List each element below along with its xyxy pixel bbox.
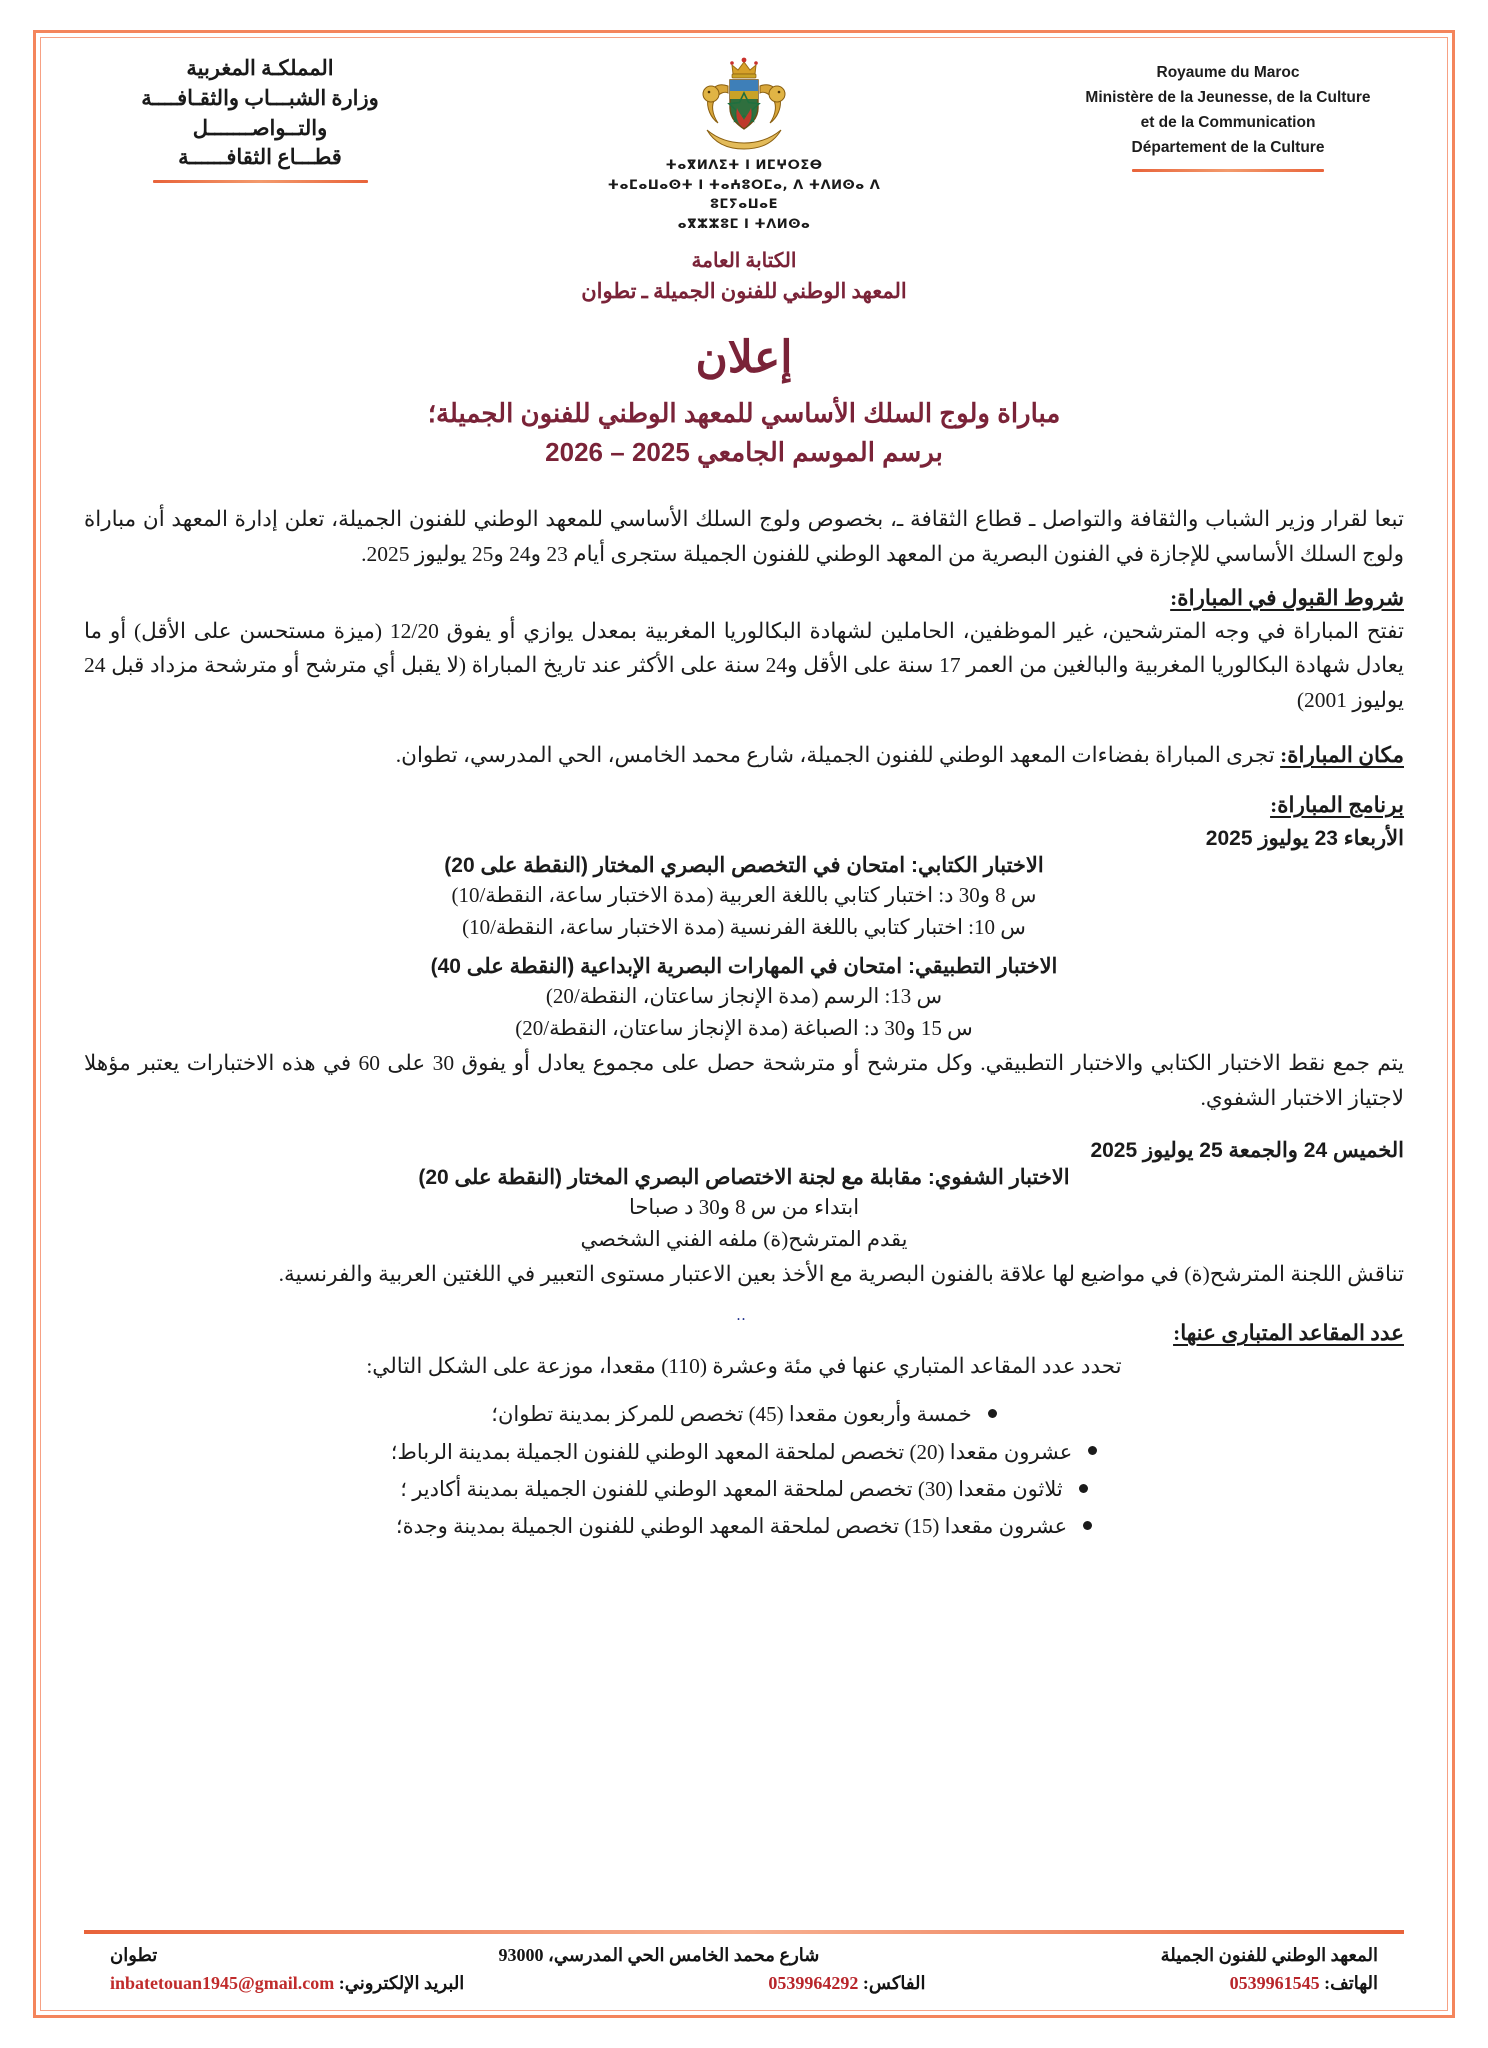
secretariat-line-1: الكتابة العامة — [691, 250, 797, 272]
place-heading: مكان المباراة: — [1280, 743, 1404, 768]
ministry-fr-line-4: Département de la Culture — [1131, 139, 1325, 157]
conditions-heading-row — [84, 586, 1404, 611]
seats-item-text: عشرون مقعدا (20) تخصص لملحقة المعهد الوطني للفنون الجميلة بمدينة الرباط؛ — [390, 1439, 1073, 1464]
footer-phone-label: الهاتف: — [1324, 1973, 1378, 1994]
footer-email-label: البريد الإلكتروني: — [338, 1973, 465, 1994]
seats-heading-row — [84, 1321, 1404, 1346]
document-body — [62, 502, 1426, 1546]
bullet-icon — [988, 1409, 997, 1418]
program-day2-date: الخميس 24 والجمعة 25 يوليوز 2025 — [1090, 1138, 1404, 1162]
place-paragraph — [84, 738, 1404, 773]
secretariat-block — [62, 246, 1426, 308]
tifinagh-line-2: ⵜⴰⵎⴰⵡⴰⵙⵜ ⵏ ⵜⴰⵄⵓⵔⵎⴰ, ⴷ ⵜⴷⵍⵙⴰ ⴷ ⵓⵎⵢⴰⵡⴰⴹ — [607, 177, 881, 212]
masthead — [62, 44, 1426, 234]
emblem-block — [579, 54, 909, 234]
seats-intro: تحدد عدد المقاعد المتباري عنها في مئة وعشرة (110) مقعدا، موزعة على الشكل التالي: — [366, 1354, 1122, 1379]
seats-list-wrapper — [84, 1390, 1404, 1546]
footer-divider — [84, 1930, 1404, 1934]
written-exam-line-2: س 10: اختبار كتابي باللغة الفرنسية (مدة الاختبار ساعة، النقطة/10) — [462, 915, 1026, 940]
ministry-header-french — [1058, 54, 1398, 172]
page-title: إعلان — [695, 332, 793, 382]
list-item — [391, 1471, 1098, 1508]
tifinagh-line-1: ⵜⴰⴳⵍⴷⵉⵜ ⵏ ⵍⵎⵖⵔⵉⴱ — [665, 158, 823, 173]
written-exam-heading: الاختبار الكتابي: امتحان في التخصص البصري المختار (النقطة على 20) — [444, 853, 1044, 877]
place-text: تجرى المباراة بفضاءات المعهد الوطني للفنون الجميلة، شارع محمد الخامس، الحي المدرسي، تطوان. — [395, 743, 1281, 768]
page-subtitle-2: برسم الموسم الجامعي 2025 – 2026 — [545, 436, 943, 467]
oral-exam-line-2: يقدم المترشح(ة) ملفه الفني الشخصي — [580, 1227, 908, 1252]
divider-french — [1132, 169, 1324, 172]
morocco-coat-of-arms-icon — [685, 56, 803, 152]
footer-fax-value: 0539964292 — [768, 1973, 859, 1994]
bullet-icon — [1083, 1521, 1092, 1530]
intro-paragraph: تبعا لقرار وزير الشباب والثقافة والتواصل ـ قطاع الثقافة ـ، بخصوص ولوج السلك الأساسي للمعهد الوطني للفنون الجميلة، تعلن إدارة المعهد أن مباراة ولوج السلك الأساسي للإجازة في الفنون البصرية من المعهد الوطني للفنون الجميلة ستجرى أيام 23 و24 و25 يوليوز 2025. — [84, 506, 1404, 566]
ministry-fr-line-3: et de la Communication — [1140, 114, 1316, 132]
practical-exam-heading: الاختبار التطبيقي: امتحان في المهارات البصرية الإبداعية (النقطة على 40) — [430, 954, 1058, 978]
footer-phone-value: 0539961545 — [1229, 1973, 1320, 1994]
footer-email-group[interactable] — [110, 1970, 464, 1998]
oral-exam-heading: الاختبار الشفوي: مقابلة مع لجنة الاختصاص البصري المختار (النقطة على 20) — [418, 1165, 1070, 1189]
day2-note: تناقش اللجنة المترشح(ة) في مواضيع لها علاقة بالفنون البصرية مع الأخذ بعين الاعتبار مستوى التعبير في اللغتين العربية والفرنسية. — [278, 1261, 1404, 1286]
seats-list — [391, 1396, 1098, 1546]
list-item — [391, 1396, 1098, 1433]
footer-phone-group — [1230, 1970, 1378, 1998]
ministry-ar-line-3: والتــواصـــــــل — [192, 115, 328, 140]
oral-exam-line-1: ابتداء من س 8 و30 د صباحا — [628, 1194, 860, 1219]
seats-item-text: عشرون مقعدا (15) تخصص لملحقة المعهد الوطني للفنون الجميلة بمدينة وجدة؛ — [395, 1514, 1068, 1539]
footer-address: شارع محمد الخامس الحي المدرسي، 93000 — [498, 1945, 820, 1966]
document-content — [62, 44, 1426, 2002]
ministry-fr-line-2: Ministère de la Jeunesse, de la Culture — [1085, 89, 1371, 107]
program-heading-row — [84, 793, 1404, 818]
ministry-ar-line-4: قطـــاع الثقافــــــة — [178, 145, 342, 170]
seats-item-text: ثلاثون مقعدا (30) تخصص لملحقة المعهد الوطني للفنون الجميلة بمدينة أكادير ؛ — [400, 1476, 1063, 1501]
conditions-paragraph: تفتح المباراة في وجه المترشحين، غير الموظفين، الحاملين لشهادة البكالوريا المغربية بمعدل يوازي أو يفوق 12/20 (ميزة مستحسن على الأقل) أو ما يعادل شهادة البكالوريا المغربية والبالغين من العمر 17 سنة على الأقل و24 سنة على الأكثر عند تاريخ المباراة (لا يقبل أي مترشح أو مترشحة مزداد قبل 24 يوليوز 2001) — [84, 618, 1404, 713]
seats-item-text: خمسة وأربعون مقعدا (45) تخصص للمركز بمدينة تطوان؛ — [491, 1402, 972, 1427]
program-day1-date: الأربعاء 23 يوليوز 2025 — [1205, 826, 1404, 850]
conditions-heading: شروط القبول في المباراة: — [1170, 585, 1404, 610]
footer-contact-row — [84, 1970, 1404, 1998]
footer-fax-group — [768, 1970, 925, 1998]
ministry-ar-line-1: المملكـة المغربية — [186, 56, 334, 80]
footer-city: تطوان — [110, 1945, 158, 1966]
list-item — [391, 1508, 1098, 1545]
practical-exam-line-2: س 15 و30 د: الصباغة (مدة الإنجاز ساعتان، النقطة/20) — [515, 1016, 973, 1041]
practical-exam-line-1: س 13: الرسم (مدة الإنجاز ساعتان، النقطة/20) — [545, 983, 943, 1008]
ministry-fr-line-1: Royaume du Maroc — [1156, 64, 1300, 81]
page-subtitle-1: مباراة ولوج السلك الأساسي للمعهد الوطني للفنون الجميلة؛ — [427, 397, 1061, 428]
ministry-ar-line-2: وزارة الشبـــاب والثقـافــــة — [141, 85, 379, 110]
title-block — [62, 334, 1426, 472]
program-heading: برنامج المباراة: — [1270, 792, 1404, 817]
list-item — [391, 1434, 1098, 1471]
page-footer — [84, 1930, 1404, 1998]
bullet-icon — [1079, 1484, 1088, 1493]
written-exam-line-1: س 8 و30 د: اختبار كتابي باللغة العربية (مدة الاختبار ساعة، النقطة/10) — [451, 882, 1037, 907]
footer-address-row — [84, 1942, 1404, 1970]
institute-name-header: المعهد الوطني للفنون الجميلة ـ تطوان — [581, 279, 907, 303]
footer-email-value[interactable]: inbatetouan1945@gmail.com — [110, 1973, 335, 1994]
tifinagh-line-3: ⴰⴳⵣⵣⵓⵎ ⵏ ⵜⴷⵍⵙⴰ — [677, 216, 811, 232]
day1-note: يتم جمع نقط الاختبار الكتابي والاختبار التطبيقي. وكل مترشح أو مترشحة حصل على مجموع يعادل أو يفوق 30 على 60 في هذه الاختبارات يعتبر مؤهلا لاجتياز الاختبار الشفوي. — [84, 1050, 1404, 1110]
stray-dots-mark: ‥ — [735, 1308, 752, 1325]
footer-institute: المعهد الوطني للفنون الجميلة — [1160, 1945, 1378, 1966]
bullet-icon — [1088, 1446, 1097, 1455]
divider-arabic — [153, 180, 368, 183]
footer-fax-label: الفاكس: — [862, 1973, 926, 1994]
ministry-header-arabic — [90, 54, 430, 183]
seats-heading: عدد المقاعد المتبارى عنها: — [1173, 1321, 1404, 1346]
